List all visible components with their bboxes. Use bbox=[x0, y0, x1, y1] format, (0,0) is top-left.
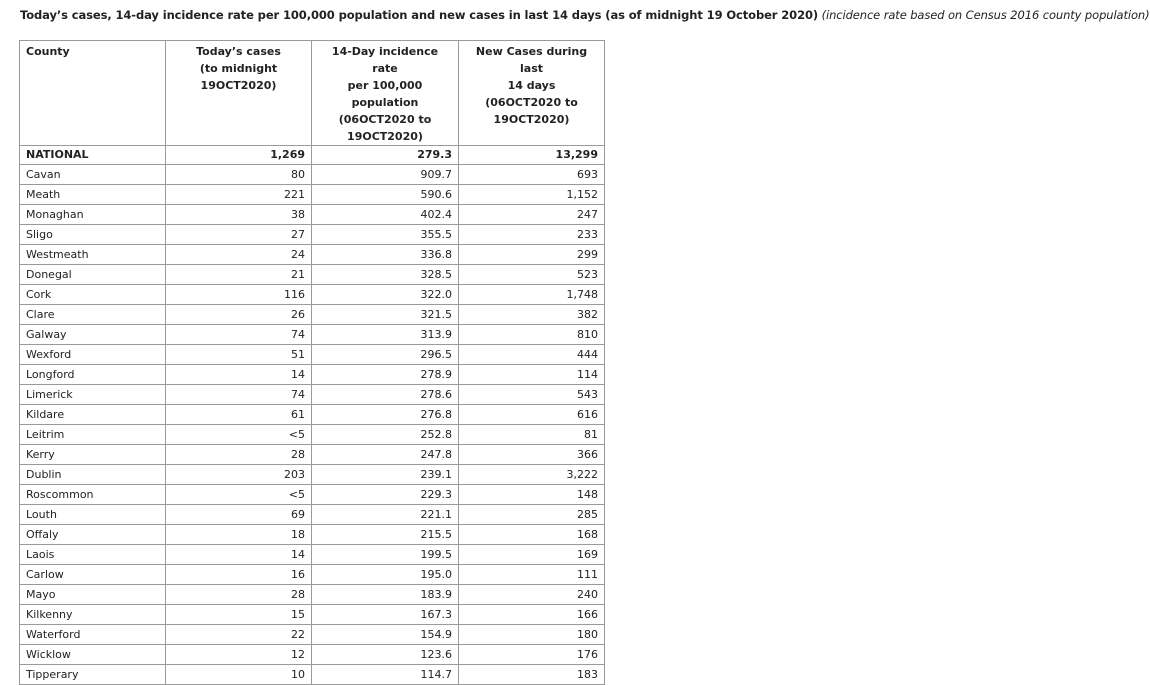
cell-county: Cork bbox=[20, 285, 166, 305]
cell-incidence-rate: 247.8 bbox=[312, 445, 459, 465]
table-row bbox=[20, 565, 605, 585]
cell-new-cases-14-days: 693 bbox=[459, 165, 605, 185]
header-line: per 100,000 population bbox=[347, 79, 423, 109]
cell-new-cases-14-days: 1,152 bbox=[459, 185, 605, 205]
caption-title: Today’s cases, 14-day incidence rate per 100,000 population and new cases in last 14 days (as of midnight 19 October 2020) bbox=[20, 8, 819, 22]
header-line: Today’s cases bbox=[196, 45, 281, 58]
cell-todays-cases: 1,269 bbox=[166, 146, 312, 165]
cell-new-cases-14-days: 166 bbox=[459, 605, 605, 625]
cell-todays-cases: 38 bbox=[166, 205, 312, 225]
table-row bbox=[20, 225, 605, 245]
cell-new-cases-14-days: 366 bbox=[459, 445, 605, 465]
cell-todays-cases: 21 bbox=[166, 265, 312, 285]
header-line: 14-Day incidence rate bbox=[331, 45, 439, 75]
cell-county: Wexford bbox=[20, 345, 166, 365]
cell-new-cases-14-days: 183 bbox=[459, 665, 605, 685]
cell-todays-cases: 74 bbox=[166, 325, 312, 345]
cell-new-cases-14-days: 81 bbox=[459, 425, 605, 445]
cell-new-cases-14-days: 1,748 bbox=[459, 285, 605, 305]
table-row bbox=[20, 205, 605, 225]
cell-county: Dublin bbox=[20, 465, 166, 485]
cell-new-cases-14-days: 169 bbox=[459, 545, 605, 565]
cell-new-cases-14-days: 3,222 bbox=[459, 465, 605, 485]
cell-incidence-rate: 114.7 bbox=[312, 665, 459, 685]
cell-incidence-rate: 328.5 bbox=[312, 265, 459, 285]
cell-new-cases-14-days: 543 bbox=[459, 385, 605, 405]
cell-new-cases-14-days: 233 bbox=[459, 225, 605, 245]
cell-county: Cavan bbox=[20, 165, 166, 185]
cell-incidence-rate: 167.3 bbox=[312, 605, 459, 625]
table-row-national bbox=[20, 146, 605, 165]
table-row bbox=[20, 605, 605, 625]
cell-todays-cases: 14 bbox=[166, 365, 312, 385]
cell-new-cases-14-days: 247 bbox=[459, 205, 605, 225]
cell-new-cases-14-days: 13,299 bbox=[459, 146, 605, 165]
cell-todays-cases: 221 bbox=[166, 185, 312, 205]
cell-incidence-rate: 215.5 bbox=[312, 525, 459, 545]
cell-county: Limerick bbox=[20, 385, 166, 405]
cell-todays-cases: 28 bbox=[166, 445, 312, 465]
cell-incidence-rate: 336.8 bbox=[312, 245, 459, 265]
cell-todays-cases: 10 bbox=[166, 665, 312, 685]
cell-todays-cases: 69 bbox=[166, 505, 312, 525]
cell-incidence-rate: 355.5 bbox=[312, 225, 459, 245]
cell-county: Leitrim bbox=[20, 425, 166, 445]
cell-new-cases-14-days: 523 bbox=[459, 265, 605, 285]
cell-incidence-rate: 321.5 bbox=[312, 305, 459, 325]
table-header bbox=[20, 41, 605, 146]
cell-todays-cases: 116 bbox=[166, 285, 312, 305]
cell-new-cases-14-days: 810 bbox=[459, 325, 605, 345]
table-body bbox=[20, 146, 605, 685]
table-row bbox=[20, 625, 605, 645]
cell-todays-cases: 28 bbox=[166, 585, 312, 605]
cell-todays-cases: 14 bbox=[166, 545, 312, 565]
table-row bbox=[20, 165, 605, 185]
cell-incidence-rate: 313.9 bbox=[312, 325, 459, 345]
table-row bbox=[20, 525, 605, 545]
header-line: 19OCT2020) bbox=[493, 113, 570, 126]
table-row bbox=[20, 485, 605, 505]
cell-county: Kildare bbox=[20, 405, 166, 425]
cell-incidence-rate: 199.5 bbox=[312, 545, 459, 565]
table-row bbox=[20, 545, 605, 565]
cell-todays-cases: 74 bbox=[166, 385, 312, 405]
table-row bbox=[20, 385, 605, 405]
table-row bbox=[20, 405, 605, 425]
cell-county: Westmeath bbox=[20, 245, 166, 265]
cell-county: Longford bbox=[20, 365, 166, 385]
cell-county: Waterford bbox=[20, 625, 166, 645]
table-row bbox=[20, 465, 605, 485]
header-line: (06OCT2020 to bbox=[338, 113, 432, 126]
cell-county: Louth bbox=[20, 505, 166, 525]
table-row bbox=[20, 585, 605, 605]
table-row bbox=[20, 365, 605, 385]
cell-todays-cases: <5 bbox=[166, 425, 312, 445]
cell-county: Sligo bbox=[20, 225, 166, 245]
table-row bbox=[20, 305, 605, 325]
header-line: (to midnight bbox=[199, 62, 278, 75]
cell-new-cases-14-days: 382 bbox=[459, 305, 605, 325]
cell-county: Mayo bbox=[20, 585, 166, 605]
cell-new-cases-14-days: 240 bbox=[459, 585, 605, 605]
header-todays-cases bbox=[166, 41, 312, 146]
cell-new-cases-14-days: 180 bbox=[459, 625, 605, 645]
cell-todays-cases: 27 bbox=[166, 225, 312, 245]
table-row bbox=[20, 645, 605, 665]
header-line: 19OCT2020) bbox=[347, 130, 423, 143]
cell-new-cases-14-days: 176 bbox=[459, 645, 605, 665]
cell-todays-cases: 24 bbox=[166, 245, 312, 265]
header-county bbox=[20, 41, 166, 146]
cell-incidence-rate: 239.1 bbox=[312, 465, 459, 485]
cell-incidence-rate: 590.6 bbox=[312, 185, 459, 205]
cell-todays-cases: 203 bbox=[166, 465, 312, 485]
cell-county: Clare bbox=[20, 305, 166, 325]
cell-todays-cases: <5 bbox=[166, 485, 312, 505]
cell-new-cases-14-days: 114 bbox=[459, 365, 605, 385]
header-incidence-rate bbox=[312, 41, 459, 146]
cell-incidence-rate: 123.6 bbox=[312, 645, 459, 665]
header-line: New Cases during last bbox=[475, 45, 588, 75]
cell-todays-cases: 51 bbox=[166, 345, 312, 365]
cell-incidence-rate: 229.3 bbox=[312, 485, 459, 505]
header-line: (06OCT2020 to bbox=[485, 96, 578, 109]
cell-incidence-rate: 402.4 bbox=[312, 205, 459, 225]
cell-incidence-rate: 278.6 bbox=[312, 385, 459, 405]
cell-todays-cases: 61 bbox=[166, 405, 312, 425]
header-row bbox=[20, 41, 605, 146]
cell-new-cases-14-days: 111 bbox=[459, 565, 605, 585]
cell-county: Laois bbox=[20, 545, 166, 565]
cell-county: Tipperary bbox=[20, 665, 166, 685]
cell-incidence-rate: 322.0 bbox=[312, 285, 459, 305]
table-row bbox=[20, 445, 605, 465]
cell-new-cases-14-days: 616 bbox=[459, 405, 605, 425]
cell-county: Galway bbox=[20, 325, 166, 345]
header-new-cases-14-days bbox=[459, 41, 605, 146]
cell-county: Kerry bbox=[20, 445, 166, 465]
caption-note: (incidence rate based on Census 2016 county population) bbox=[821, 8, 1150, 22]
cell-todays-cases: 26 bbox=[166, 305, 312, 325]
cell-county: NATIONAL bbox=[20, 146, 166, 165]
cell-county: Carlow bbox=[20, 565, 166, 585]
header-line: 19OCT2020) bbox=[200, 79, 277, 92]
cell-incidence-rate: 276.8 bbox=[312, 405, 459, 425]
header-line: County bbox=[26, 45, 70, 58]
cell-incidence-rate: 154.9 bbox=[312, 625, 459, 645]
cell-todays-cases: 22 bbox=[166, 625, 312, 645]
table-row bbox=[20, 505, 605, 525]
table-row bbox=[20, 665, 605, 685]
cell-county: Wicklow bbox=[20, 645, 166, 665]
cell-county: Meath bbox=[20, 185, 166, 205]
cell-county: Monaghan bbox=[20, 205, 166, 225]
cell-incidence-rate: 195.0 bbox=[312, 565, 459, 585]
header-line: 14 days bbox=[507, 79, 556, 92]
cell-incidence-rate: 909.7 bbox=[312, 165, 459, 185]
incidence-table bbox=[19, 40, 605, 685]
cell-county: Roscommon bbox=[20, 485, 166, 505]
cell-county: Offaly bbox=[20, 525, 166, 545]
cell-new-cases-14-days: 148 bbox=[459, 485, 605, 505]
table-row bbox=[20, 325, 605, 345]
cell-new-cases-14-days: 444 bbox=[459, 345, 605, 365]
table-row bbox=[20, 345, 605, 365]
table-row bbox=[20, 185, 605, 205]
cell-incidence-rate: 221.1 bbox=[312, 505, 459, 525]
cell-todays-cases: 80 bbox=[166, 165, 312, 185]
cell-incidence-rate: 296.5 bbox=[312, 345, 459, 365]
cell-incidence-rate: 279.3 bbox=[312, 146, 459, 165]
cell-incidence-rate: 252.8 bbox=[312, 425, 459, 445]
cell-county: Kilkenny bbox=[20, 605, 166, 625]
table-row bbox=[20, 285, 605, 305]
cell-todays-cases: 18 bbox=[166, 525, 312, 545]
table-caption bbox=[20, 8, 1150, 22]
cell-incidence-rate: 278.9 bbox=[312, 365, 459, 385]
cell-todays-cases: 15 bbox=[166, 605, 312, 625]
table-row bbox=[20, 265, 605, 285]
cell-todays-cases: 12 bbox=[166, 645, 312, 665]
cell-todays-cases: 16 bbox=[166, 565, 312, 585]
cell-new-cases-14-days: 299 bbox=[459, 245, 605, 265]
cell-new-cases-14-days: 168 bbox=[459, 525, 605, 545]
cell-new-cases-14-days: 285 bbox=[459, 505, 605, 525]
cell-county: Donegal bbox=[20, 265, 166, 285]
table-row bbox=[20, 245, 605, 265]
table-row bbox=[20, 425, 605, 445]
cell-incidence-rate: 183.9 bbox=[312, 585, 459, 605]
